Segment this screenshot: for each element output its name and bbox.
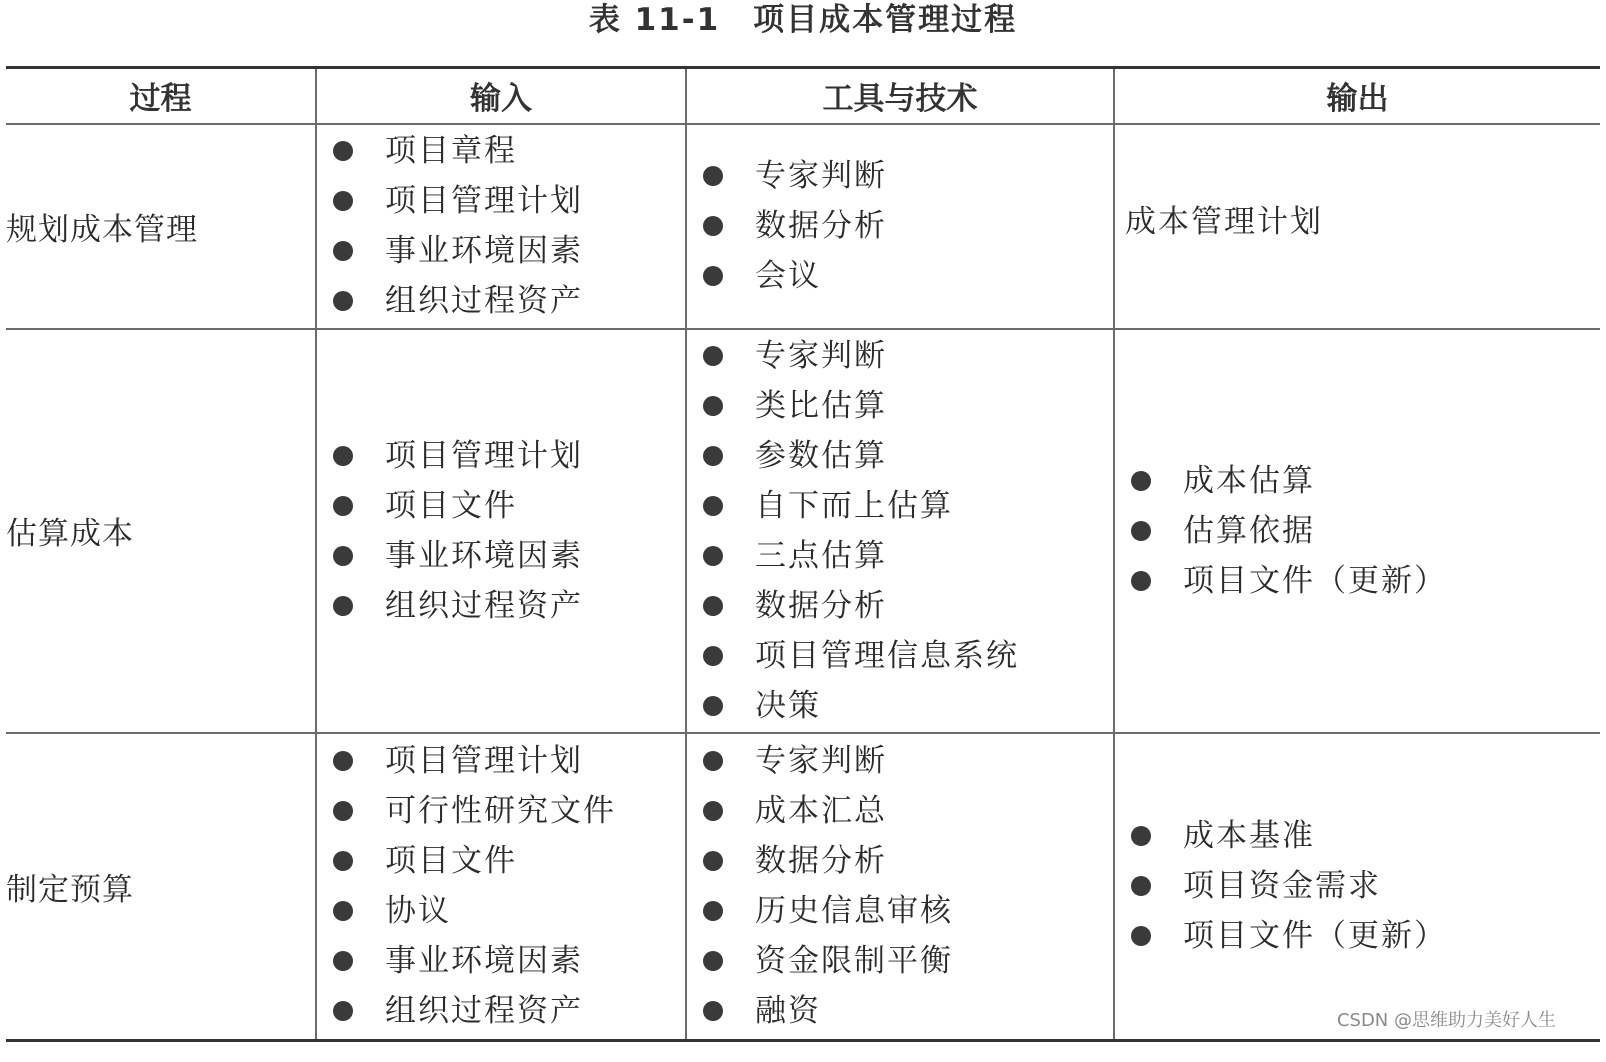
list-item: 三点估算 — [703, 531, 1113, 581]
list-item: 项目管理计划 — [333, 736, 685, 786]
table-row — [6, 124, 1600, 329]
list-item: 项目文件（更新） — [1131, 556, 1600, 606]
list-item: 融资 — [703, 986, 1113, 1036]
list-item: 组织过程资产 — [333, 276, 685, 326]
table-title: 表 11-1 项目成本管理过程 — [588, 2, 1018, 38]
inputs-list — [317, 431, 685, 631]
list-item: 项目管理计划 — [333, 176, 685, 226]
list-item: 会议 — [703, 251, 1113, 301]
list-item: 数据分析 — [703, 836, 1113, 886]
tools-cell — [686, 329, 1114, 733]
outputs-cell — [1114, 733, 1600, 1041]
list-item: 项目文件 — [333, 836, 685, 886]
inputs-list — [317, 126, 685, 326]
list-item: 项目资金需求 — [1131, 861, 1600, 911]
inputs-cell — [316, 733, 686, 1041]
list-item: 成本汇总 — [703, 786, 1113, 836]
list-item: 参数估算 — [703, 431, 1113, 481]
list-item: 项目管理信息系统 — [703, 631, 1113, 681]
list-item: 组织过程资产 — [333, 986, 685, 1036]
list-item: 事业环境因素 — [333, 531, 685, 581]
tools-cell — [686, 733, 1114, 1041]
tools-list — [687, 151, 1113, 301]
list-item: 专家判断 — [703, 736, 1113, 786]
inputs-list — [317, 736, 685, 1036]
outputs-list — [1115, 456, 1600, 606]
list-item: 项目文件（更新） — [1131, 911, 1600, 961]
inputs-cell — [316, 329, 686, 733]
process-name: 估算成本 — [6, 329, 316, 733]
inputs-cell — [316, 124, 686, 329]
watermark: CSDN @思维助力美好人生 — [1336, 1010, 1556, 1031]
header-row — [6, 68, 1600, 124]
list-item: 成本基准 — [1131, 811, 1600, 861]
list-item: 事业环境因素 — [333, 226, 685, 276]
tools-list — [687, 331, 1113, 731]
list-item: 自下而上估算 — [703, 481, 1113, 531]
list-item: 项目管理计划 — [333, 431, 685, 481]
process-name: 制定预算 — [6, 733, 316, 1041]
tools-cell — [686, 124, 1114, 329]
outputs-cell — [1114, 124, 1600, 329]
header-tools: 工具与技术 — [686, 68, 1114, 124]
header-inputs: 输入 — [316, 68, 686, 124]
list-item: 决策 — [703, 681, 1113, 731]
list-item: 类比估算 — [703, 381, 1113, 431]
table-row — [6, 733, 1600, 1041]
list-item: 数据分析 — [703, 201, 1113, 251]
cost-management-table — [6, 66, 1600, 1042]
list-item: 估算依据 — [1131, 506, 1600, 556]
outputs-list — [1115, 811, 1600, 961]
list-item: 协议 — [333, 886, 685, 936]
list-item: 可行性研究文件 — [333, 786, 685, 836]
list-item: 数据分析 — [703, 581, 1113, 631]
process-name: 规划成本管理 — [6, 124, 316, 329]
header-process: 过程 — [6, 68, 316, 124]
list-item: 项目文件 — [333, 481, 685, 531]
list-item: 事业环境因素 — [333, 936, 685, 986]
list-item: 历史信息审核 — [703, 886, 1113, 936]
list-item: 组织过程资产 — [333, 581, 685, 631]
list-item: 专家判断 — [703, 331, 1113, 381]
list-item: 成本估算 — [1131, 456, 1600, 506]
header-outputs: 输出 — [1114, 68, 1600, 124]
list-item: 资金限制平衡 — [703, 936, 1113, 986]
list-item: 项目章程 — [333, 126, 685, 176]
output-text: 成本管理计划 — [1125, 203, 1323, 240]
tools-list — [687, 736, 1113, 1036]
list-item: 专家判断 — [703, 151, 1113, 201]
table-row — [6, 329, 1600, 733]
outputs-cell — [1114, 329, 1600, 733]
